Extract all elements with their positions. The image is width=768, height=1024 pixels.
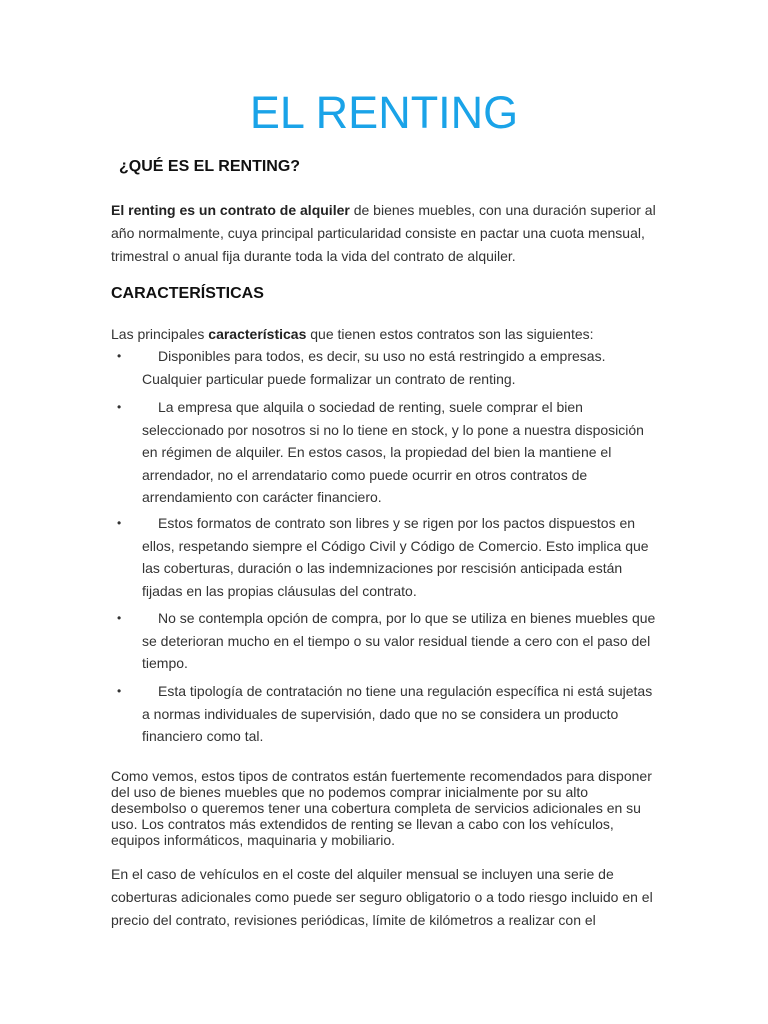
list-intro-before: Las principales — [111, 326, 209, 342]
bullet-icon: • — [117, 516, 122, 530]
list-intro-paragraph — [111, 323, 656, 346]
bullet-icon: • — [117, 349, 122, 363]
closing-paragraph: Como vemos, estos tipos de contratos están fuertemente recomendados para disponer del uso de bienes muebles que no podemos comprar inicialmente por su alto desembolso o queremos tener una cobertura completa de servicios adicionales en su uso. Los contratos más extendidos de renting se llevan a cabo con los vehículos, equipos informáticos, maquinaria y mobiliario. — [111, 768, 652, 848]
list-intro-bold: características — [208, 326, 307, 342]
intro-rest-text: de bienes muebles, con una duración superior al año normalmente, cuya principal particularidad consiste en pactar una cuota mensual, trimestral o anual fija durante toda la vida del contrato de alquiler. — [111, 202, 656, 264]
document-title: EL RENTING — [249, 87, 519, 138]
intro-bold-phrase: El renting es un contrato de alquiler — [111, 202, 350, 218]
list-item-text: Estos formatos de contrato son libres y se rigen por los pactos dispuestos en ellos, respetando siempre el Código Civil y Código de Comercio. Esto implica que las coberturas, duración o las indemnizaciones por rescisión anticipada están fijadas en las propias cláusulas del contrato. — [142, 515, 649, 599]
vehicles-paragraph: En el caso de vehículos en el coste del alquiler mensual se incluyen una serie de coberturas adicionales como puede ser seguro obligatorio o a todo riesgo incluido en el precio del contrato, revisiones periódicas, límite de kilómetros a realizar con el — [111, 866, 653, 928]
intro-paragraph — [111, 199, 656, 268]
bullet-icon: • — [117, 400, 122, 414]
list-item-text: Esta tipología de contratación no tiene una regulación específica ni está sujetas a normas individuales de supervisión, dado que no se considera un producto financiero como tal. — [142, 683, 653, 744]
list-intro-after: que tienen estos contratos son las siguientes: — [306, 326, 594, 342]
list-item-text: Disponibles para todos, es decir, su uso no está restringido a empresas. Cualquier particular puede formalizar un contrato de renting. — [142, 348, 606, 387]
list-item-text: No se contempla opción de compra, por lo que se utiliza en bienes muebles que se deterioran mucho en el tiempo o su valor residual tiende a cero con el paso del tiempo. — [142, 610, 656, 671]
list-item-text: La empresa que alquila o sociedad de renting, suele comprar el bien seleccionado por nosotros si no lo tiene en stock, y lo pone a nuestra disposición en régimen de alquiler. En estos casos, la propiedad del bien la mantiene el arrendador, no el arrendatario como puede ocurrir en otros contratos de arrendamiento con carácter financiero. — [142, 399, 644, 505]
subtitle-heading: ¿QUÉ ES EL RENTING? — [119, 158, 301, 175]
bullet-icon: • — [117, 611, 122, 625]
bullet-icon: • — [117, 684, 122, 698]
section-heading-caracteristicas: CARACTERÍSTICAS — [111, 285, 264, 302]
